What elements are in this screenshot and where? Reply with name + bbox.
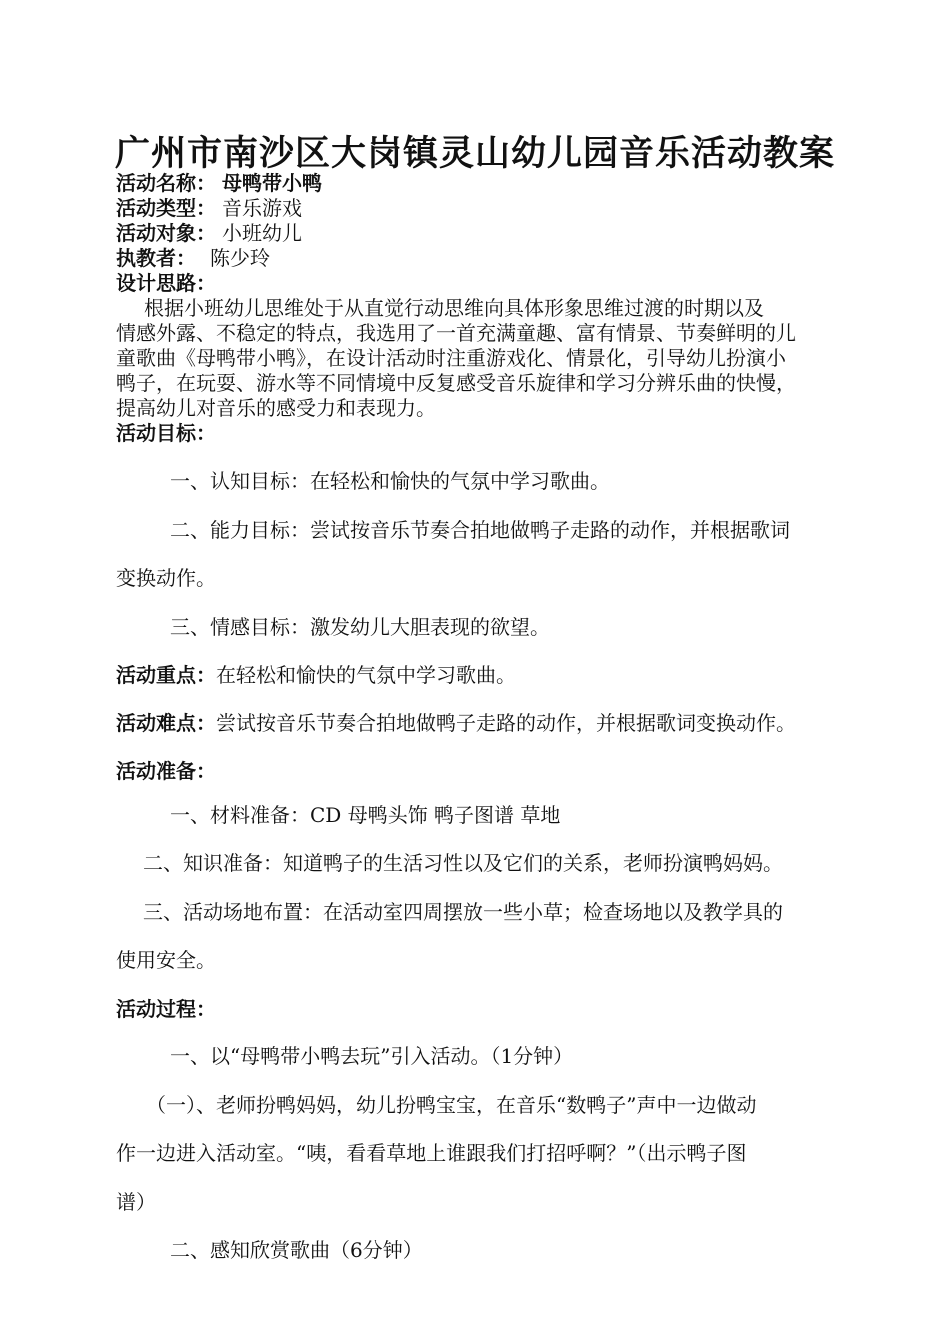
- design-label-row: [116, 271, 216, 296]
- goal-ability-line1: 二、能力目标：尝试按音乐节奏合拍地做鸭子走路的动作，并根据歌词: [170, 518, 790, 542]
- prep-materials: 一、材料准备：CD 母鸭头饰 鸭子图谱 草地: [170, 803, 561, 827]
- activity-name-value: 母鸭带小鸭: [222, 171, 322, 195]
- design-line: 根据小班幼儿思维处于从直觉行动思维向具体形象思维过渡的时期以及: [144, 296, 764, 320]
- design-line: 情感外露、不稳定的特点，我选用了一首充满童趣、富有情景、节奏鲜明的儿: [116, 321, 796, 345]
- difficulty-row: [116, 708, 796, 738]
- teacher-value: 陈少玲: [210, 246, 270, 270]
- goal-cognitive: 一、认知目标：在轻松和愉快的气氛中学习歌曲。: [170, 469, 610, 493]
- goal-ability-line2: 变换动作。: [116, 566, 216, 590]
- goals-heading: 活动目标：: [116, 421, 216, 445]
- prep-heading: 活动准备：: [116, 759, 216, 783]
- design-line: 鸭子，在玩耍、游水等不同情境中反复感受音乐旋律和学习分辨乐曲的快慢，: [116, 371, 796, 395]
- activity-type-row: [116, 196, 302, 221]
- process-step1: 一、以“母鸭带小鸭去玩”引入活动。（1分钟）: [170, 1044, 574, 1068]
- activity-audience-label: 活动对象：: [116, 221, 216, 245]
- activity-name-row: [116, 171, 322, 196]
- key-point-value: 在轻松和愉快的气氛中学习歌曲。: [216, 663, 516, 687]
- activity-type-value: 音乐游戏: [222, 196, 302, 220]
- activity-name-label: 活动名称：: [116, 171, 216, 195]
- process-heading: 活动过程：: [116, 997, 216, 1021]
- design-line: 提高幼儿对音乐的感受力和表现力。: [116, 396, 436, 420]
- design-line: 童歌曲《母鸭带小鸭》，在设计活动时注重游戏化、情景化，引导幼儿扮演小: [116, 346, 786, 370]
- process-step1a-line3: 谱）: [116, 1190, 156, 1214]
- prep-knowledge: 二、知识准备：知道鸭子的生活习性以及它们的关系，老师扮演鸭妈妈。: [143, 851, 783, 875]
- activity-audience-row: [116, 221, 302, 246]
- prep-venue-line1: 三、活动场地布置：在活动室四周摆放一些小草；检查场地以及教学具的: [143, 900, 783, 924]
- process-step1a-line1: （一）、老师扮鸭妈妈，幼儿扮鸭宝宝，在音乐“数鸭子”声中一边做动: [146, 1093, 757, 1117]
- design-paragraph: [116, 296, 840, 421]
- page-title: 广州市南沙区大岗镇灵山幼儿园音乐活动教案: [114, 133, 835, 174]
- design-label: 设计思路：: [116, 271, 216, 295]
- key-point-row: [116, 660, 516, 690]
- process-step1a-line2: 作一边进入活动室。“咦，看看草地上谁跟我们打招呼啊？”（出示鸭子图: [116, 1141, 747, 1165]
- teacher-row: [116, 246, 270, 271]
- teacher-label: 执教者：: [116, 246, 196, 270]
- difficulty-value: 尝试按音乐节奏合拍地做鸭子走路的动作，并根据歌词变换动作。: [216, 711, 796, 735]
- process-step2: 二、感知欣赏歌曲（6分钟）: [170, 1238, 423, 1262]
- key-point-label: 活动重点：: [116, 663, 216, 687]
- prep-venue-line2: 使用安全。: [116, 948, 216, 972]
- activity-audience-value: 小班幼儿: [222, 221, 302, 245]
- activity-type-label: 活动类型：: [116, 196, 216, 220]
- difficulty-label: 活动难点：: [116, 711, 216, 735]
- goal-emotion: 三、情感目标：激发幼儿大胆表现的欲望。: [170, 615, 550, 639]
